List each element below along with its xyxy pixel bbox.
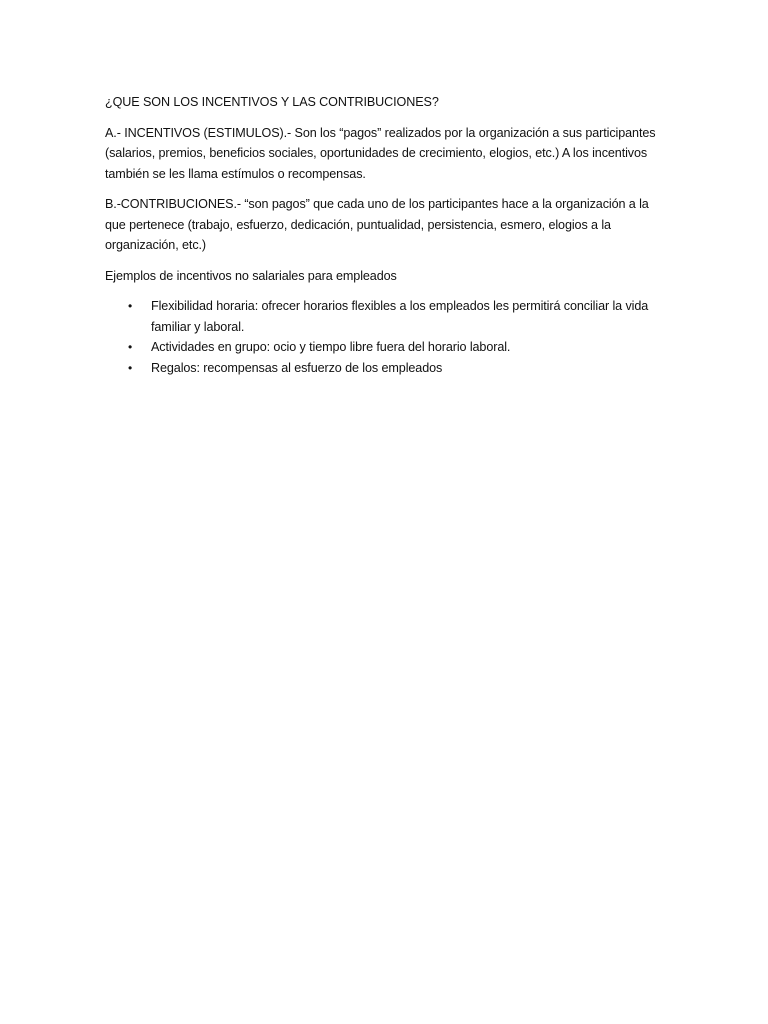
list-item [105, 296, 665, 337]
bullet-icon: • [128, 340, 133, 354]
list-item-text: Actividades en grupo: ocio y tiempo libre fuera del horario laboral. [151, 340, 511, 354]
document-body [105, 92, 665, 378]
document-title: ¿QUE SON LOS INCENTIVOS Y LAS CONTRIBUCIONES? [105, 95, 439, 109]
paragraph-contribuciones: B.-CONTRIBUCIONES.- “son pagos” que cada uno de los participantes hace a la organización a la que pertenece (trabajo, esfuerzo, dedicación, puntualidad, persistencia, esmero, elogios a la organización, etc.) [105, 197, 649, 252]
examples-subheading: Ejemplos de incentivos no salariales para empleados [105, 268, 397, 283]
list-item [105, 358, 665, 379]
list-item [105, 337, 665, 358]
paragraph-incentivos: A.- INCENTIVOS (ESTIMULOS).- Son los “pagos” realizados por la organización a sus participantes (salarios, premios, beneficios sociales, oportunidades de crecimiento, elogios, etc.) A los incentivos también se les llama estímulos o recompensas. [105, 125, 656, 181]
list-item-text: Flexibilidad horaria: ofrecer horarios flexibles a los empleados les permitirá conciliar la vida familiar y laboral. [151, 299, 649, 334]
list-item-text: Regalos: recompensas al esfuerzo de los empleados [151, 360, 443, 375]
bullet-icon: • [128, 360, 133, 375]
bullet-icon: • [128, 299, 133, 313]
examples-list [105, 296, 665, 378]
